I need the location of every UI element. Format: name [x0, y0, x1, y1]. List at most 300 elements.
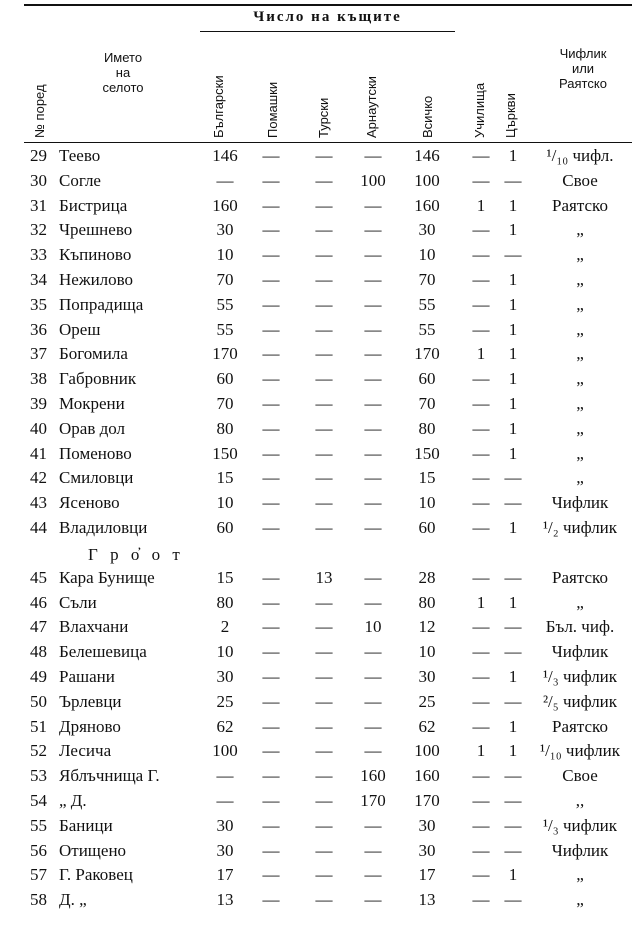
cell-ar: —	[364, 592, 382, 612]
cell-no: 50	[30, 691, 47, 711]
cell-bg: 150	[212, 443, 238, 463]
cell-sc: —	[472, 716, 490, 736]
cell-bg: 70	[216, 394, 234, 413]
cell-pm: —	[262, 468, 280, 488]
header-churches: Църкви	[503, 93, 518, 138]
cell-bg: —	[216, 766, 234, 786]
cell-type: ¹/₃ чифлик	[542, 667, 618, 686]
cell-all: 60	[418, 518, 436, 537]
cell-tr: —	[315, 394, 333, 413]
cell-all: 150	[414, 443, 440, 463]
cell-name: Съли	[59, 592, 97, 612]
cell-name: Дряново	[59, 716, 121, 736]
cell-type: Раятско	[552, 195, 608, 215]
cell-type: Раятско	[552, 567, 608, 587]
cell-type: „	[576, 319, 584, 339]
table-row	[0, 741, 636, 766]
cell-ar: —	[364, 369, 382, 389]
cell-pm: —	[262, 344, 280, 364]
cell-no: 44	[30, 518, 47, 537]
cell-no: 34	[30, 270, 47, 289]
table-row	[0, 841, 636, 866]
cell-type: „	[576, 220, 584, 240]
cell-ch: 1	[508, 592, 518, 612]
cell-tr: —	[315, 270, 333, 289]
header-pomak: Помашки	[265, 81, 280, 138]
cell-name: Согле	[59, 170, 101, 190]
cell-sc: —	[472, 691, 490, 711]
cell-tr: —	[315, 642, 333, 662]
cell-all: 13	[418, 890, 436, 910]
table-row	[0, 270, 636, 295]
table-row	[0, 493, 636, 518]
cell-all: 60	[418, 369, 436, 389]
cell-name: Бистрица	[59, 195, 128, 215]
cell-tr: —	[315, 369, 333, 389]
cell-pm: —	[262, 890, 280, 910]
table-row	[0, 245, 636, 270]
cell-name: Лесича	[59, 741, 112, 761]
cell-type: ¹/₁₀ чифл.	[546, 146, 614, 165]
cell-type: „	[576, 418, 584, 438]
cell-all: 30	[418, 815, 436, 835]
cell-name: Орав дол	[59, 418, 126, 438]
table-row	[0, 865, 636, 890]
cell-ar: —	[364, 319, 382, 339]
cell-all: 55	[418, 319, 436, 339]
header-bulgarian: Български	[211, 75, 226, 138]
cell-ar: —	[364, 394, 382, 413]
cell-no: 36	[30, 319, 47, 339]
cell-no: 46	[30, 592, 47, 612]
cell-sc: 1	[476, 344, 486, 364]
cell-all: 17	[418, 865, 436, 885]
cell-sc: —	[472, 443, 490, 463]
table-row	[0, 394, 636, 419]
cell-ch: 1	[508, 865, 518, 885]
cell-no: 45	[30, 567, 47, 587]
cell-sc: —	[472, 617, 490, 637]
cell-no: 38	[30, 369, 47, 389]
table-row	[0, 196, 636, 221]
cell-all: 30	[418, 667, 436, 686]
cell-all: 170	[414, 344, 440, 364]
cell-bg: 10	[216, 642, 234, 662]
cell-sc: —	[472, 294, 490, 314]
table-row	[0, 320, 636, 345]
cell-no: 41	[30, 443, 47, 463]
cell-bg: 100	[212, 741, 238, 761]
cell-bg: 13	[216, 890, 234, 910]
cell-ar: —	[364, 344, 382, 364]
table-row	[0, 344, 636, 369]
cell-no: 49	[30, 667, 47, 686]
cell-tr: —	[315, 418, 333, 438]
cell-ch: —	[504, 468, 522, 488]
cell-sc: —	[472, 518, 490, 537]
cell-bg: 15	[216, 468, 234, 488]
cell-bg: 55	[216, 294, 234, 314]
cell-bg: 30	[216, 815, 234, 835]
cell-all: 25	[418, 691, 436, 711]
cell-bg: 30	[216, 220, 234, 240]
cell-type: „	[576, 294, 584, 314]
cell-sc: —	[472, 220, 490, 240]
cell-pm: —	[262, 170, 280, 190]
header-rule	[24, 142, 632, 143]
cell-sc: —	[472, 493, 490, 513]
cell-all: 15	[418, 468, 436, 488]
cell-sc: —	[472, 642, 490, 662]
cell-ar: —	[364, 195, 382, 215]
cell-name: Яблъчнища Г.	[59, 766, 160, 786]
table-row	[0, 146, 636, 171]
cell-ar: —	[364, 716, 382, 736]
cell-ar: —	[364, 840, 382, 860]
cell-type: Свое	[562, 766, 598, 786]
cell-type: „	[576, 245, 584, 265]
cell-pm: —	[262, 815, 280, 835]
table-row	[0, 816, 636, 841]
cell-all: 30	[418, 840, 436, 860]
cell-pm: —	[262, 791, 280, 810]
cell-tr: —	[315, 443, 333, 463]
cell-bg: 30	[216, 840, 234, 860]
cell-sc: —	[472, 146, 490, 165]
cell-pm: —	[262, 394, 280, 413]
cell-ar: —	[364, 294, 382, 314]
cell-pm: —	[262, 369, 280, 389]
header-schools: Училища	[472, 82, 487, 138]
cell-all: 12	[418, 617, 436, 637]
cell-ch: 1	[508, 443, 518, 463]
cell-no: 42	[30, 468, 47, 488]
column-group-title: Число на къщите	[253, 9, 402, 25]
table-row	[0, 468, 636, 493]
cell-bg: 30	[216, 667, 234, 686]
cell-all: 80	[418, 418, 436, 438]
cell-ch: —	[504, 815, 522, 835]
cell-name: Нежилово	[59, 270, 134, 289]
cell-ar: —	[364, 270, 382, 289]
cell-ch: 1	[508, 270, 518, 289]
cell-all: 10	[418, 245, 436, 265]
cell-all: 100	[414, 741, 440, 761]
table-row	[0, 369, 636, 394]
cell-pm: —	[262, 617, 280, 637]
cell-name: Чрешнево	[59, 220, 133, 240]
cell-no: 47	[30, 617, 47, 637]
table-row	[0, 568, 636, 593]
cell-no: 54	[30, 791, 47, 810]
cell-bg: 70	[216, 270, 234, 289]
header-total: Всичко	[420, 95, 435, 138]
cell-bg: —	[216, 791, 234, 810]
header-village-name: Името на селото	[102, 50, 144, 95]
cell-ch: 1	[508, 741, 518, 761]
cell-ch: 1	[508, 146, 518, 165]
cell-pm: —	[262, 642, 280, 662]
cell-type: „	[576, 468, 584, 488]
cell-sc: 1	[476, 195, 486, 215]
cell-name: Ясеново	[59, 493, 120, 513]
cell-all: 100	[414, 170, 440, 190]
cell-tr: —	[315, 716, 333, 736]
cell-tr: —	[315, 691, 333, 711]
cell-no: 43	[30, 493, 47, 513]
cell-no: 31	[30, 195, 47, 215]
cell-ch: 1	[508, 667, 518, 686]
cell-type: „	[576, 270, 584, 289]
cell-ch: —	[504, 642, 522, 662]
cell-ch: —	[504, 791, 522, 810]
cell-sc: —	[472, 766, 490, 786]
cell-type: Бъл. чиф.	[545, 617, 615, 637]
cell-pm: —	[262, 691, 280, 711]
cell-name: Белешевица	[59, 642, 147, 662]
cell-ch: 1	[508, 195, 518, 215]
cell-ch: 1	[508, 394, 518, 413]
cell-ch: —	[504, 691, 522, 711]
cell-type: Чифлик	[551, 493, 609, 513]
cell-ch: —	[504, 493, 522, 513]
cell-ar: —	[364, 468, 382, 488]
cell-pm: —	[262, 418, 280, 438]
cell-pm: —	[262, 865, 280, 885]
cell-pm: —	[262, 146, 280, 165]
section-heading: Г р о̓ о т	[88, 545, 184, 564]
cell-type: ²/₅ чифлик	[542, 691, 618, 711]
cell-bg: 10	[216, 493, 234, 513]
table-row	[0, 890, 636, 915]
cell-type: „	[576, 890, 584, 910]
cell-sc: —	[472, 245, 490, 265]
cell-name: Влахчани	[59, 617, 129, 637]
cell-bg: 170	[212, 344, 238, 364]
cell-ar: —	[364, 245, 382, 265]
header-albanian: Арнаутски	[364, 76, 379, 138]
cell-type: ¹/₁₀ чифлик	[539, 741, 620, 761]
cell-sc: —	[472, 369, 490, 389]
table-row	[0, 593, 636, 618]
table-row	[0, 295, 636, 320]
top-rule	[24, 4, 632, 6]
cell-no: 39	[30, 394, 47, 413]
cell-no: 53	[30, 766, 47, 786]
cell-sc: —	[472, 815, 490, 835]
cell-no: 35	[30, 294, 47, 314]
cell-no: 29	[30, 146, 47, 165]
cell-name: Теево	[59, 146, 101, 165]
cell-pm: —	[262, 592, 280, 612]
table-row	[0, 444, 636, 469]
cell-no: 30	[30, 170, 47, 190]
cell-tr: —	[315, 617, 333, 637]
cell-pm: —	[262, 319, 280, 339]
cell-sc: —	[472, 667, 490, 686]
cell-name: Къпиново	[59, 245, 132, 265]
cell-no: 55	[30, 815, 47, 835]
cell-all: 170	[414, 791, 440, 810]
cell-ch: —	[504, 840, 522, 860]
cell-all: 70	[418, 394, 436, 413]
cell-no: 52	[30, 741, 47, 761]
cell-pm: —	[262, 518, 280, 537]
table-row	[0, 766, 636, 791]
cell-tr: —	[315, 195, 333, 215]
cell-pm: —	[262, 294, 280, 314]
cell-no: 33	[30, 245, 47, 265]
cell-tr: —	[315, 815, 333, 835]
cell-tr: 13	[315, 567, 333, 587]
cell-ar: —	[364, 865, 382, 885]
cell-ch: 1	[508, 319, 518, 339]
cell-pm: —	[262, 741, 280, 761]
cell-no: 56	[30, 840, 47, 860]
header-number: № поред	[32, 84, 47, 138]
cell-pm: —	[262, 567, 280, 587]
cell-ar: —	[364, 667, 382, 686]
cell-pm: —	[262, 766, 280, 786]
cell-sc: —	[472, 840, 490, 860]
cell-type: Чифлик	[551, 642, 609, 662]
cell-name: Баници	[59, 815, 113, 835]
cell-ch: 1	[508, 518, 518, 537]
cell-name: Рашани	[59, 667, 115, 686]
cell-ch: —	[504, 245, 522, 265]
cell-type: „	[576, 443, 584, 463]
cell-type: Чифлик	[551, 840, 609, 860]
cell-bg: 80	[216, 592, 234, 612]
cell-bg: 17	[216, 865, 234, 885]
table-row	[0, 667, 636, 692]
cell-ch: 1	[508, 344, 518, 364]
cell-bg: 60	[216, 518, 234, 537]
cell-tr: —	[315, 840, 333, 860]
column-group-rule	[200, 31, 455, 32]
cell-name: Попрадища	[59, 294, 144, 314]
cell-ar: 10	[364, 617, 382, 637]
cell-all: 10	[418, 493, 436, 513]
cell-sc: 1	[476, 592, 486, 612]
cell-ar: 170	[360, 791, 386, 810]
cell-name: Д. „	[59, 890, 87, 910]
cell-name: Кара Бунище	[59, 567, 155, 587]
cell-type: „	[576, 344, 584, 364]
cell-all: 146	[414, 146, 440, 165]
cell-sc: —	[472, 865, 490, 885]
cell-ch: 1	[508, 369, 518, 389]
cell-bg: 60	[216, 369, 234, 389]
cell-name: Г. Раковец	[59, 865, 133, 885]
cell-pm: —	[262, 493, 280, 513]
cell-pm: —	[262, 840, 280, 860]
cell-bg: 15	[216, 567, 234, 587]
table-row	[0, 791, 636, 816]
cell-pm: —	[262, 443, 280, 463]
cell-ar: —	[364, 691, 382, 711]
cell-ch: —	[504, 567, 522, 587]
cell-bg: 2	[220, 617, 230, 637]
cell-all: 30	[418, 220, 436, 240]
cell-name: Габровник	[59, 369, 137, 389]
table-row	[0, 717, 636, 742]
cell-ch: 1	[508, 716, 518, 736]
cell-ch: 1	[508, 294, 518, 314]
cell-name: Мокрени	[59, 394, 125, 413]
cell-tr: —	[315, 468, 333, 488]
cell-no: 57	[30, 865, 47, 885]
cell-tr: —	[315, 667, 333, 686]
cell-pm: —	[262, 667, 280, 686]
cell-type: Раятско	[552, 716, 608, 736]
cell-name: Владиловци	[59, 518, 148, 537]
cell-sc: —	[472, 270, 490, 289]
cell-sc: —	[472, 394, 490, 413]
cell-sc: 1	[476, 741, 486, 761]
cell-bg: 25	[216, 691, 234, 711]
cell-all: 70	[418, 270, 436, 289]
cell-ar: —	[364, 443, 382, 463]
cell-bg: 55	[216, 319, 234, 339]
cell-bg: 62	[216, 716, 234, 736]
cell-bg: 160	[212, 195, 238, 215]
cell-tr: —	[315, 791, 333, 810]
cell-name: Поменово	[59, 443, 132, 463]
cell-bg: 146	[212, 146, 238, 165]
cell-ch: —	[504, 170, 522, 190]
cell-ar: —	[364, 220, 382, 240]
cell-ar: —	[364, 518, 382, 537]
cell-tr: —	[315, 220, 333, 240]
cell-name: Богомила	[59, 344, 128, 364]
cell-ar: —	[364, 890, 382, 910]
cell-tr: —	[315, 146, 333, 165]
cell-all: 160	[414, 195, 440, 215]
cell-type: „	[576, 592, 584, 612]
cell-sc: —	[472, 890, 490, 910]
header-turkish: Турски	[316, 97, 331, 138]
cell-name: Ореш	[59, 319, 101, 339]
cell-pm: —	[262, 220, 280, 240]
cell-type: Свое	[562, 170, 598, 190]
cell-ar: —	[364, 815, 382, 835]
cell-ar: 160	[360, 766, 386, 786]
cell-pm: —	[262, 195, 280, 215]
cell-bg: —	[216, 170, 234, 190]
cell-tr: —	[315, 493, 333, 513]
cell-type: ,,	[575, 791, 585, 810]
cell-sc: —	[472, 170, 490, 190]
cell-all: 160	[414, 766, 440, 786]
table-row	[0, 220, 636, 245]
cell-pm: —	[262, 245, 280, 265]
cell-pm: —	[262, 716, 280, 736]
cell-no: 51	[30, 716, 47, 736]
table-row	[0, 171, 636, 196]
cell-tr: —	[315, 518, 333, 537]
cell-type: „	[576, 369, 584, 389]
cell-no: 40	[30, 418, 47, 438]
table-row	[0, 642, 636, 667]
cell-sc: —	[472, 567, 490, 587]
cell-tr: —	[315, 245, 333, 265]
cell-bg: 10	[216, 245, 234, 265]
cell-type: ¹/₃ чифлик	[542, 815, 618, 835]
cell-name: „ Д.	[59, 791, 87, 810]
cell-sc: —	[472, 468, 490, 488]
cell-pm: —	[262, 270, 280, 289]
